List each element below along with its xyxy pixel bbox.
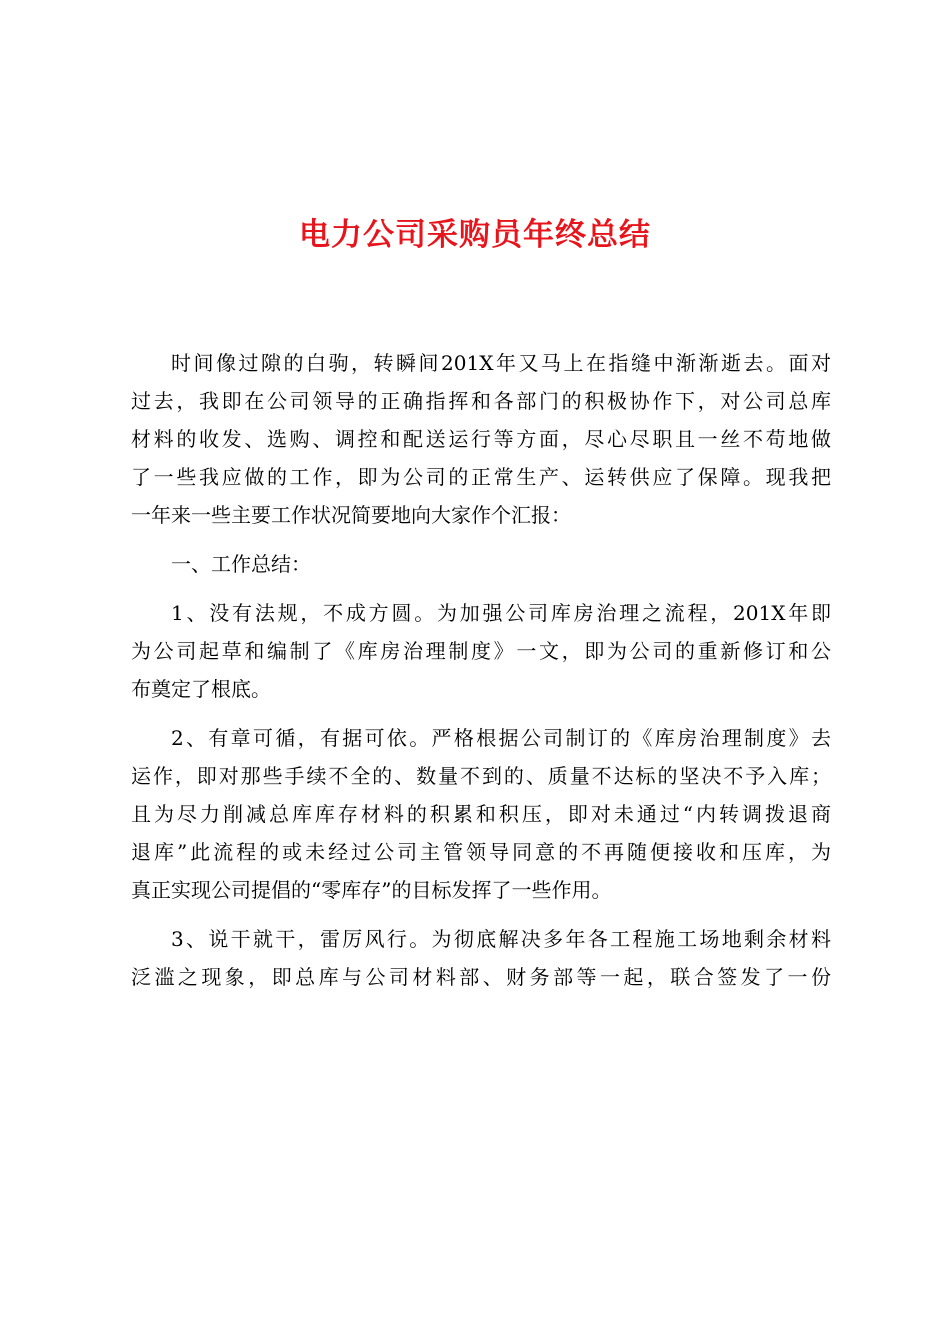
text-line: 为公司起草和编制了《库房治理制度》一文，即为公司的重新修订和公: [131, 639, 831, 663]
paragraph-item-2: [131, 719, 831, 909]
document-body: [131, 344, 831, 996]
text-line: 一年来一些主要工作状况简要地向大家作个汇报：: [131, 503, 571, 527]
document-title: 电力公司采购员年终总结: [299, 217, 651, 253]
paragraph-intro: [131, 344, 831, 534]
text-line: 材料的收发、选购、调控和配送运行等方面，尽心尽职且一丝不苟地做: [131, 427, 831, 451]
text-line: 且为尽力削减总库库存材料的积累和积压，即对未通过“内转调拨退商: [131, 802, 831, 826]
text-line: 泛滥之现象，即总库与公司材料部、财务部等一起，联合签发了一份: [131, 965, 831, 989]
paragraph-item-3: [131, 920, 831, 996]
text-line: 过去，我即在公司领导的正确指挥和各部门的积极协作下，对公司总库: [131, 389, 831, 413]
text-line: 1、没有法规，不成方圆。为加强公司库房治理之流程，201X年即: [171, 601, 831, 625]
text-line: 了一些我应做的工作，即为公司的正常生产、运转供应了保障。现我把: [131, 465, 831, 489]
paragraph-item-1: [131, 594, 831, 708]
text-line: 真正实现公司提倡的“零库存”的目标发挥了一些作用。: [131, 878, 612, 902]
text-line: 退库”此流程的或未经过公司主管领导同意的不再随便接收和压库，为: [131, 840, 831, 864]
text-line: 布奠定了根底。: [131, 677, 271, 701]
section-heading: 一、工作总结：: [171, 552, 311, 576]
paragraph-section-heading: [131, 545, 831, 583]
text-line: 时间像过隙的白驹，转瞬间201X年又马上在指缝中渐渐逝去。面对: [171, 351, 831, 375]
text-line: 运作，即对那些手续不全的、数量不到的、质量不达标的坚决不予入库；: [131, 764, 831, 788]
text-line: 3、说干就干，雷厉风行。为彻底解决多年各工程施工场地剩余材料: [171, 927, 831, 951]
text-line: 2、有章可循，有据可依。严格根据公司制订的《库房治理制度》去: [171, 726, 831, 750]
